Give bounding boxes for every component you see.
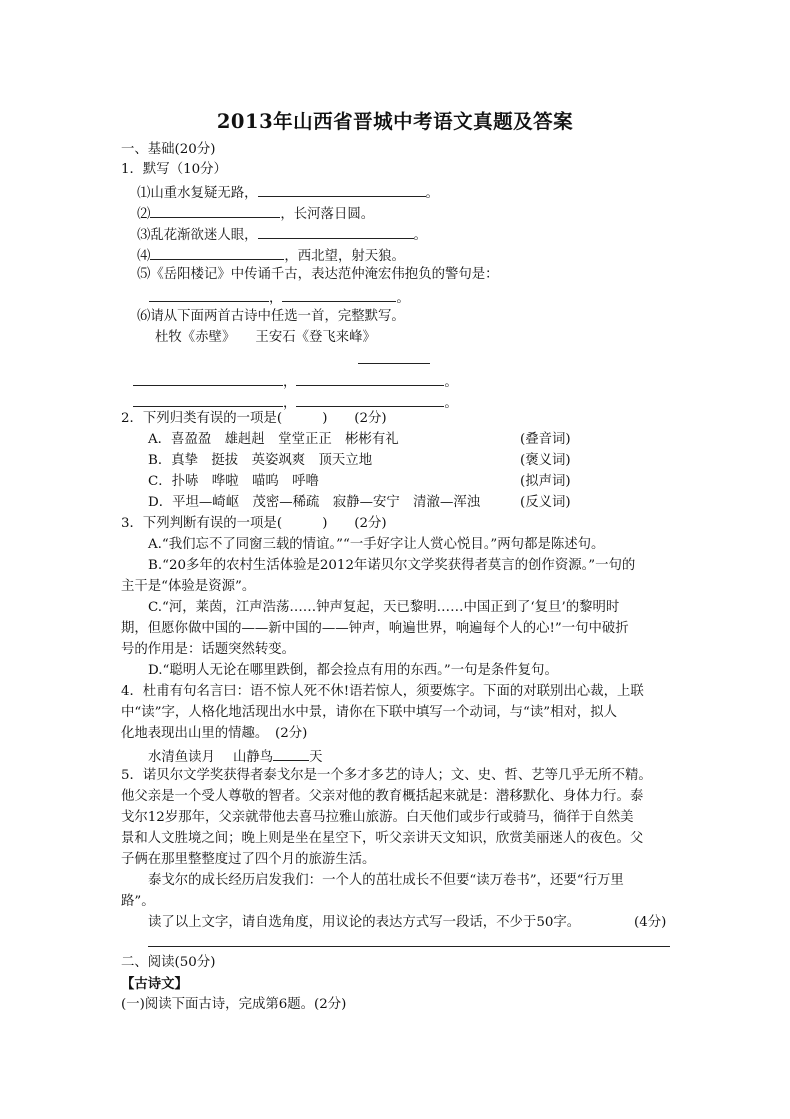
q1-item5-blank-2[interactable] (282, 286, 396, 302)
q1-item6-comma-2: ， (283, 396, 297, 411)
q3-option-b-line2: 主干是“体验是资源”。 (121, 579, 256, 594)
q3-option-a[interactable]: A.“我们忘不了同窗三载的情谊。”“一手好字让人赏心悦目。”两句都是陈述句。 (148, 537, 605, 552)
q1-item1-end: 。 (425, 186, 439, 201)
q1-item6-line1 (133, 370, 458, 393)
q1-item6-blank-2[interactable] (296, 370, 444, 386)
q5-line2: 他父亲是一个受人尊敬的智者。父亲对他的教育概括起来就是：潜移默化、身体力行。泰 (121, 789, 644, 804)
q1-item3 (137, 223, 427, 246)
q3-option-c-line1[interactable]: C.“河，莱茵，江声浩荡……钟声复起，天已黎明……中国正到了‘复旦’的黎明时 (148, 600, 620, 615)
section2-subheading: 【古诗文】 (121, 976, 188, 992)
q1-item6-blank-3[interactable] (133, 391, 283, 407)
q1-item3-prompt: ⑶乱花渐欲迷人眼， (137, 228, 258, 243)
q1-item6-blank-1[interactable] (133, 370, 283, 386)
q1-item4-number: ⑷ (137, 249, 151, 264)
q2-option-d-tag: (反义词) (520, 495, 571, 510)
q3-option-c-line3: 号的作用是：话题突然转变。 (121, 642, 296, 657)
q1-item2-number: ⑵ (137, 207, 151, 222)
q3-option-c-line2: 期，但愿你做中国的——新中国的——钟声，响遍世界，响遍每个人的心!”一句中破折 (121, 621, 629, 636)
q1-item6: ⑹请从下面两首古诗中任选一首，完整默写。 (137, 309, 405, 324)
q4-answer-blank[interactable] (273, 745, 309, 761)
q1-item5-answer (149, 286, 410, 309)
q4-couplet (148, 745, 323, 768)
section1-heading: 一、基础(20分) (121, 142, 216, 157)
q4-line1: 4．杜甫有句名言曰：语不惊人死不休!语若惊人，须要炼字。下面的对联别出心裁，上联 (121, 684, 644, 699)
q1-item5-end: 。 (396, 291, 410, 306)
q2-option-c-tag: (拟声词) (520, 474, 571, 489)
q1-item2-answer-blank[interactable] (150, 202, 280, 218)
q4-line2: 中“读”字，人格化地活现出水中景，请你在下联中填写一个动词，与“读”相对，拟人 (121, 705, 618, 720)
q1-item1-prompt: ⑴山重水复疑无路， (137, 186, 258, 201)
q2-option-b-tag: (褒义词) (520, 453, 571, 468)
q5-line5: 子俩在那里整整度过了四个月的旅游生活。 (121, 852, 376, 867)
q1-item3-answer-blank[interactable] (258, 223, 414, 239)
q4-line3: 化地表现出山里的情趣。 (2分) (121, 726, 308, 741)
q1-item1-answer-blank[interactable] (258, 181, 426, 197)
q1-item2-prompt: ，长河落日圆。 (280, 207, 375, 222)
q1-item6-poems: 杜牧《赤壁》 王安石《登飞来峰》 (155, 330, 376, 345)
q1-item6-end-2: 。 (444, 396, 458, 411)
q5-answer-line[interactable] (148, 946, 670, 947)
q1-item6-end-1: 。 (444, 375, 458, 390)
q5-line3: 戈尔12岁那年，父亲就带他去喜马拉雅山旅游。白天他们或步行或骑马，徜徉于自然美 (121, 810, 634, 825)
q1-item6-title-blank[interactable] (358, 363, 430, 364)
q2-option-b[interactable]: B．真挚 挺拔 英姿飒爽 顶天立地 (148, 453, 373, 468)
q1-item6-blank-4[interactable] (296, 391, 444, 407)
q3-option-b-line1[interactable]: B.“20多年的农村生活体验是2012年诺贝尔文学奖获得者莫言的创作资源。”一句的 (148, 558, 636, 573)
q2-option-d[interactable]: D．平坦—崎岖 茂密—稀疏 寂静—安宁 清澈—浑浊 (148, 495, 481, 510)
q1-item6-comma-1: ， (283, 375, 297, 390)
q4-couplet-lower-post: 天 (309, 750, 323, 765)
q1-item5: ⑸《岳阳楼记》中传诵千古，表达范仲淹宏伟抱负的警句是： (137, 267, 499, 282)
q1-item3-end: 。 (413, 228, 427, 243)
q1-item4-answer-blank[interactable] (150, 244, 284, 260)
q1-item5-blank-1[interactable] (149, 286, 269, 302)
q5-line1: 5．诺贝尔文学奖获得者泰戈尔是一个多才多艺的诗人；文、史、哲、艺等几乎无所不精。 (121, 768, 652, 783)
section2-heading: 二、阅读(50分) (121, 955, 216, 970)
q1-item1 (137, 181, 439, 204)
q1-item5-comma: ， (269, 291, 283, 306)
q5-score: (4分) (634, 915, 667, 930)
q1-stem: 1．默写（10分） (121, 162, 227, 177)
q1-item2 (137, 202, 374, 225)
q6-stem: (一)阅读下面古诗，完成第6题。(2分) (121, 997, 347, 1012)
q2-stem: 2．下列归类有误的一项是( ) (2分) (121, 411, 387, 426)
q2-option-c[interactable]: C．扑哧 哗啦 喵呜 呼噜 (148, 474, 319, 489)
page-title: 2013年山西省晋城中考语文真题及答案 (216, 110, 574, 133)
q5-line7: 路”。 (121, 894, 155, 909)
q5-line4: 景和人文胜境之间；晚上则是坐在星空下，听父亲讲天文知识，欣赏美丽迷人的夜色。父 (121, 831, 644, 846)
q4-couplet-upper: 水清鱼读月 (148, 750, 215, 765)
q1-item4 (137, 244, 405, 267)
q5-line6: 泰戈尔的成长经历启发我们：一个人的茁壮成长不但要“读万卷书”，还要“行万里 (148, 873, 624, 888)
q2-option-a[interactable]: A．喜盈盈 雄赳赳 堂堂正正 彬彬有礼 (148, 432, 399, 447)
q3-stem: 3．下列判断有误的一项是( ) (2分) (121, 516, 387, 531)
q2-option-a-tag: (叠音词) (520, 432, 571, 447)
q1-item4-prompt: ，西北望，射天狼。 (284, 249, 405, 264)
q5-instruction: 读了以上文字，请自选角度，用议论的表达方式写一段话，不少于50字。 (148, 915, 581, 930)
q4-couplet-lower-pre: 山静鸟 (232, 750, 274, 765)
q3-option-d[interactable]: D.“聪明人无论在哪里跌倒，都会捡点有用的东西。”一句是条件复句。 (148, 663, 558, 678)
